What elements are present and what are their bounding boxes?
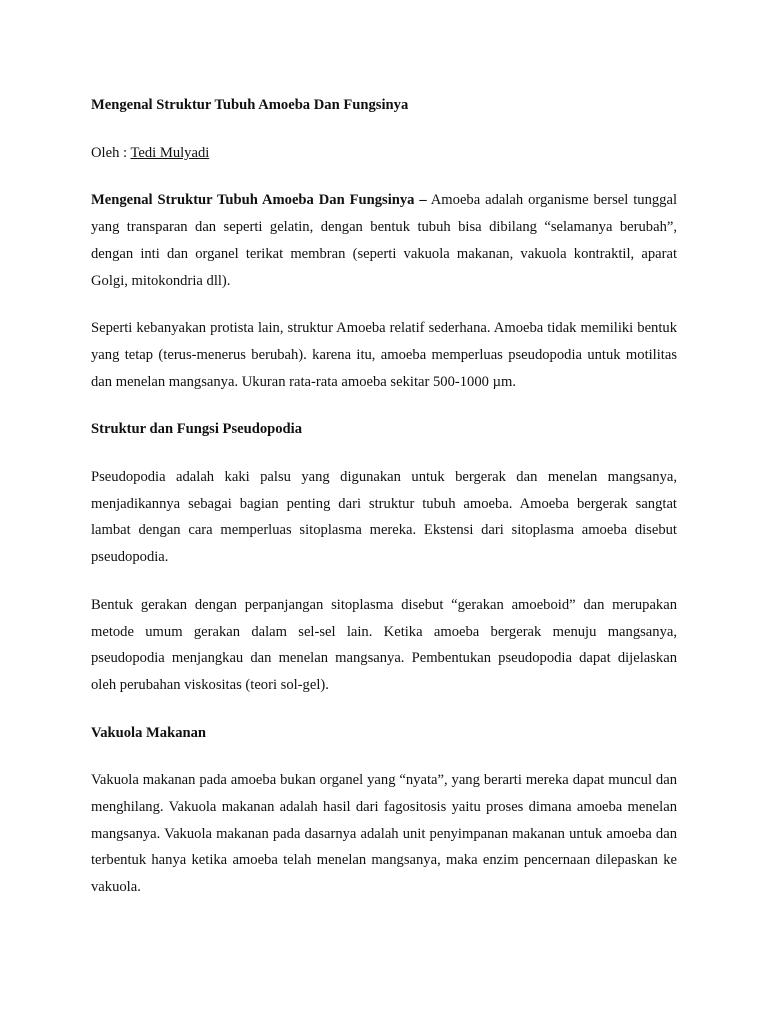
intro-paragraph (91, 187, 677, 294)
paragraph-pseudopodia-1: Pseudopodia adalah kaki palsu yang digunakan untuk bergerak dan menelan mangsanya, menjadikannya sebagai bagian penting dari struktur tubuh amoeba. Amoeba bergerak sangtat lambat dengan cara memperluas sitoplasma mereka. Ekstensi dari sitoplasma amoeba disebut pseudopodia. (91, 469, 677, 566)
paragraph-vakuola-1: Vakuola makanan pada amoeba bukan organel yang “nyata”, yang berarti mereka dapat muncul dan menghilang. Vakuola makanan adalah hasil dari fagositosis yaitu proses dimana amoeba menelan mangsanya. Vakuola makanan pada dasarnya adalah unit penyimpanan makanan untuk amoeba dan terbentuk hanya ketika amoeba telah menelan mangsanya, maka enzim pencernaan dilepaskan ke vakuola. (91, 772, 677, 896)
document-page (91, 92, 677, 922)
paragraph-pseudopodia-2: Bentuk gerakan dengan perpanjangan sitoplasma disebut “gerakan amoeboid” dan merupakan metode umum gerakan dalam sel-sel lain. Ketika amoeba bergerak menuju mangsanya, pseudopodia menjangkau dan menelan mangsanya. Pembentukan pseudopodia dapat dijelaskan oleh perubahan viskositas (teori sol-gel). (91, 596, 677, 693)
section-heading-vakuola: Vakuola Makanan (91, 724, 207, 741)
intro-text: Amoeba adalah organisme bersel tunggal yang transparan dan seperti gelatin, dengan bentuk tubuh bisa dibilang “selamanya berubah”, dengan inti dan organel terikat membran (seperti vakuola makanan, vakuola kontraktil, aparat Golgi, mitokondria dll). (91, 192, 678, 289)
section-heading-pseudopodia: Struktur dan Fungsi Pseudopodia (91, 421, 303, 438)
intro-lead: Mengenal Struktur Tubuh Amoeba Dan Fungsinya – (91, 192, 427, 209)
document-title: Mengenal Struktur Tubuh Amoeba Dan Fungsinya (91, 97, 409, 113)
author-link[interactable]: Tedi Mulyadi (130, 144, 210, 161)
paragraph-structure: Seperti kebanyakan protista lain, struktur Amoeba relatif sederhana. Amoeba tidak memiliki bentuk yang tetap (terus-menerus berubah). karena itu, amoeba memperluas pseudopodia untuk motilitas dan menelan mangsanya. Ukuran rata-rata amoeba sekitar 500-1000 µm. (91, 320, 677, 390)
byline-prefix: Oleh : (91, 144, 131, 161)
byline (91, 140, 677, 167)
